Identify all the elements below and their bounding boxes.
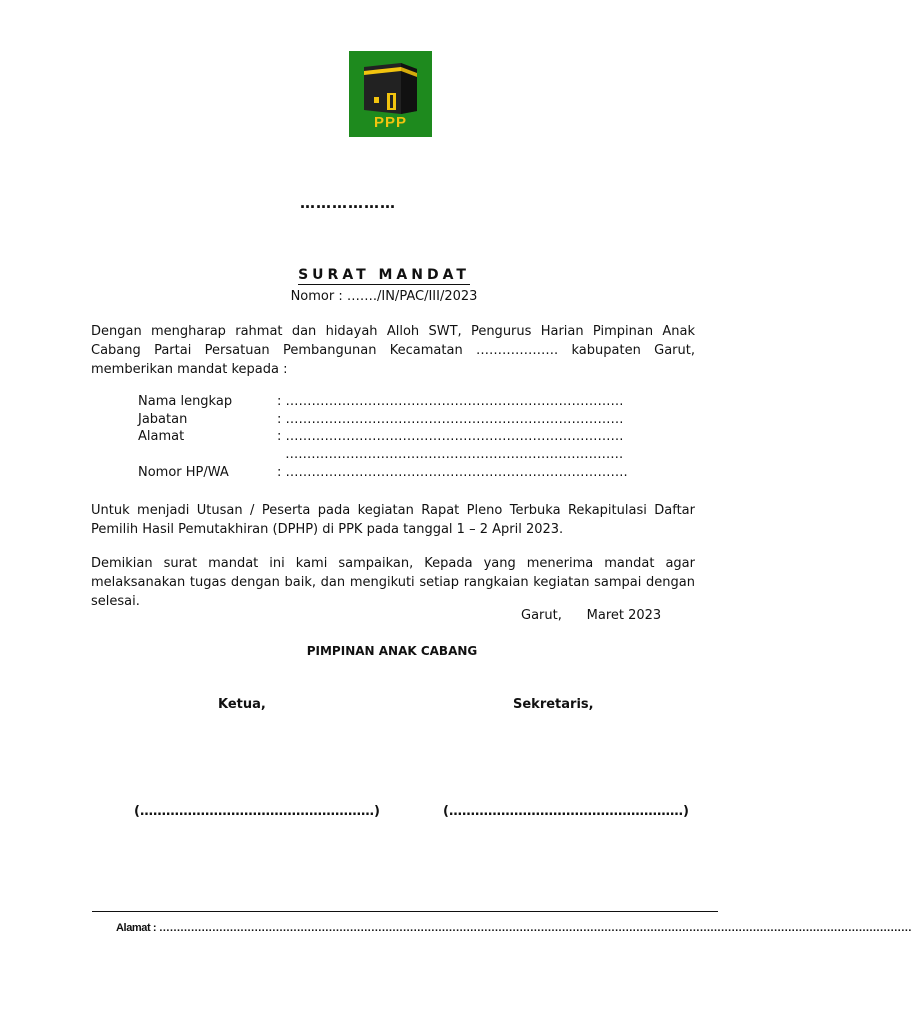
ppp-logo — [349, 51, 432, 137]
paragraph-opening: Dengan mengharap rahmat dan hidayah Alloh SWT, Pengurus Harian Pimpinan Anak Cabang Partai Persatuan Pembangunan Kecamatan ………………. kabupaten Garut, memberikan mandat kepada : — [91, 324, 695, 377]
document-title — [0, 267, 768, 283]
field-value-address-cont: …………………………………………………………………… — [277, 447, 624, 462]
organization-name: PIMPINAN ANAK CABANG — [306, 644, 478, 658]
field-value-name: : …………………………………………………………………… — [277, 394, 624, 409]
logo-text: PPP — [373, 114, 407, 131]
footer-divider — [92, 911, 718, 912]
field-label-position: Jabatan — [138, 412, 188, 427]
field-label-address: Alamat — [138, 429, 185, 444]
signature-line-secretary: (………………………………………………) — [443, 804, 689, 819]
field-value-phone: : ……………………………………………………………………. — [277, 465, 628, 480]
paragraph-purpose: Untuk menjadi Utusan / Peserta pada kegiatan Rapat Pleno Terbuka Rekapitulasi Daftar Pemilih Hasil Pemutakhiran (DPHP) di PPK pada tanggal 1 – 2 April 2023. — [91, 503, 695, 537]
paragraph-closing: Demikian surat mandat ini kami sampaikan, Kepada yang menerima mandat agar melaksanakan tugas dengan baik, dan mengikuti setiap rangkaian kegiatan sampai dengan selesai. — [91, 556, 695, 609]
signatory-title-secretary: Sekretaris, — [513, 697, 594, 712]
signature-line-chair: (………………………………………………) — [134, 804, 380, 819]
field-value-position: : …………………………………………………………………… — [277, 412, 624, 427]
header-placeholder: ……………… — [300, 194, 396, 212]
title-text: SURAT MANDAT — [298, 267, 470, 283]
document-number: Nomor : ……./IN/PAC/III/2023 — [290, 289, 478, 304]
field-label-name: Nama lengkap — [138, 394, 233, 409]
footer-address: Alamat : …………………………………………………………………………………………………………………………………………………………………………………………… — [116, 922, 911, 934]
field-value-address: : …………………………………………………………………… — [277, 429, 624, 444]
place-date: Garut, Maret 2023 — [521, 608, 662, 623]
field-label-phone: Nomor HP/WA — [138, 465, 229, 480]
signatory-title-chair: Ketua, — [218, 697, 266, 712]
